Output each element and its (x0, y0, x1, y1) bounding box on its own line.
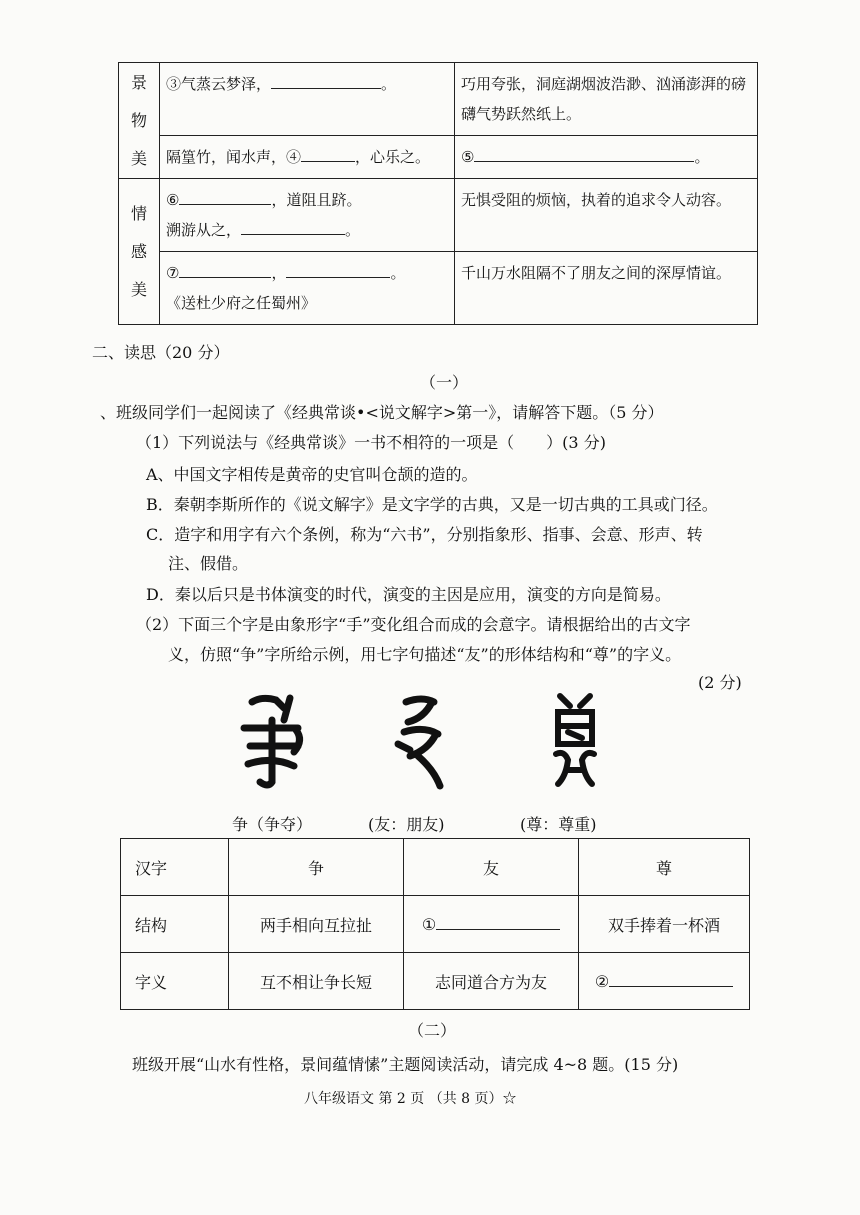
section-2-title: 二、读思（20 分） (92, 343, 230, 362)
header-zheng: 争 (229, 839, 404, 896)
cell-q3: ③气蒸云梦泽， 。 (160, 63, 455, 136)
answer-blank-7b[interactable] (286, 263, 390, 278)
seal-glyph-you (388, 692, 458, 792)
header-zun: 尊 (579, 839, 750, 896)
question-2-line2: 义，仿照“争”字所给示例，用七字句描述“友”的形体结构和“尊”的字义。 (168, 645, 682, 664)
cell-you-meaning: 志同道合方为友 (404, 953, 579, 1010)
answer-blank-4[interactable] (301, 147, 355, 162)
option-c[interactable]: C．造字和用字有六个条例，称为“六书”，分别指象形、指事、会意、形声、转 (146, 525, 703, 544)
cell-zun-meaning: ② (579, 953, 750, 1010)
answer-blank-3[interactable] (271, 74, 381, 89)
cell-q3-note: 巧用夸张，洞庭湖烟波浩渺、汹涌澎湃的磅礴气势跃然纸上。 (455, 63, 758, 136)
cell-you-structure: ① (404, 896, 579, 953)
answer-blank-6b[interactable] (241, 220, 345, 235)
character-table (120, 838, 750, 1010)
option-c-continued: 注、假借。 (168, 554, 249, 573)
option-d[interactable]: D．秦以后只是书体演变的时代，演变的主因是应用，演变的方向是简易。 (146, 585, 671, 604)
cell-zheng-structure: 两手相向互拉扯 (229, 896, 404, 953)
category-emotion: 情 感 美 (119, 179, 160, 325)
cell-q4: 隔篁竹，闻水声，④ ，心乐之。 (160, 136, 455, 179)
row-label-structure: 结构 (121, 896, 229, 953)
caption-you: (友：朋友) (368, 815, 445, 834)
question-2-line1: （2）下面三个字是由象形字“手”变化组合而成的会意字。请根据给出的古文字 (136, 615, 691, 634)
cell-q6-note: 无惧受阻的烦恼，执着的追求令人动容。 (455, 179, 758, 252)
category-scenery: 景 物 美 (119, 63, 160, 179)
answer-blank-7a[interactable] (179, 263, 271, 278)
question-1: （1）下列说法与《经典常谈》一书不相符的一项是（ ）(3 分) (136, 433, 606, 452)
seal-glyph-zun (540, 690, 610, 790)
cell-q6: ⑥ ，道阻且跻。 溯游从之， 。 (160, 179, 455, 252)
poetry-table (118, 62, 758, 325)
row-label-meaning: 字义 (121, 953, 229, 1010)
cell-q7-note: 千山万水阻隔不了朋友之间的深厚情谊。 (455, 252, 758, 325)
page-footer: 八年级语文 第 2 页 （共 8 页）☆ (304, 1091, 517, 1107)
cell-q5: ⑤ 。 (455, 136, 758, 179)
option-a[interactable]: A、中国文字相传是黄帝的史官叫仓颉的造的。 (146, 465, 478, 484)
answer-blank-1[interactable] (436, 915, 560, 930)
answer-blank-6[interactable] (179, 190, 271, 205)
part-2-title: （二） (408, 1021, 457, 1040)
question-intro: 、班级同学们一起阅读了《经典常谈•<说文解字>第一》，请解答下题。（5 分） (100, 403, 664, 422)
answer-blank-2[interactable] (609, 972, 733, 987)
answer-blank-5[interactable] (474, 147, 694, 162)
part-2-intro: 班级开展“山水有性格，景间蕴情愫”主题阅读活动，请完成 4~8 题。(15 分) (132, 1055, 679, 1074)
cell-zun-structure: 双手捧着一杯酒 (579, 896, 750, 953)
caption-zun: (尊：尊重) (520, 815, 597, 834)
question-2-score: (2 分) (698, 673, 742, 692)
option-b[interactable]: B．秦朝李斯所作的《说文解字》是文字学的古典，又是一切古典的工具或门径。 (146, 495, 718, 514)
header-you: 友 (404, 839, 579, 896)
header-hanzi: 汉字 (121, 839, 229, 896)
cell-zheng-meaning: 互不相让争长短 (229, 953, 404, 1010)
part-1-title: （一） (420, 373, 469, 392)
seal-glyph-zheng (232, 690, 312, 790)
cell-q7: ⑦ ， 。 《送杜少府之任蜀州》 (160, 252, 455, 325)
caption-zheng: 争（争夺） (232, 815, 313, 834)
